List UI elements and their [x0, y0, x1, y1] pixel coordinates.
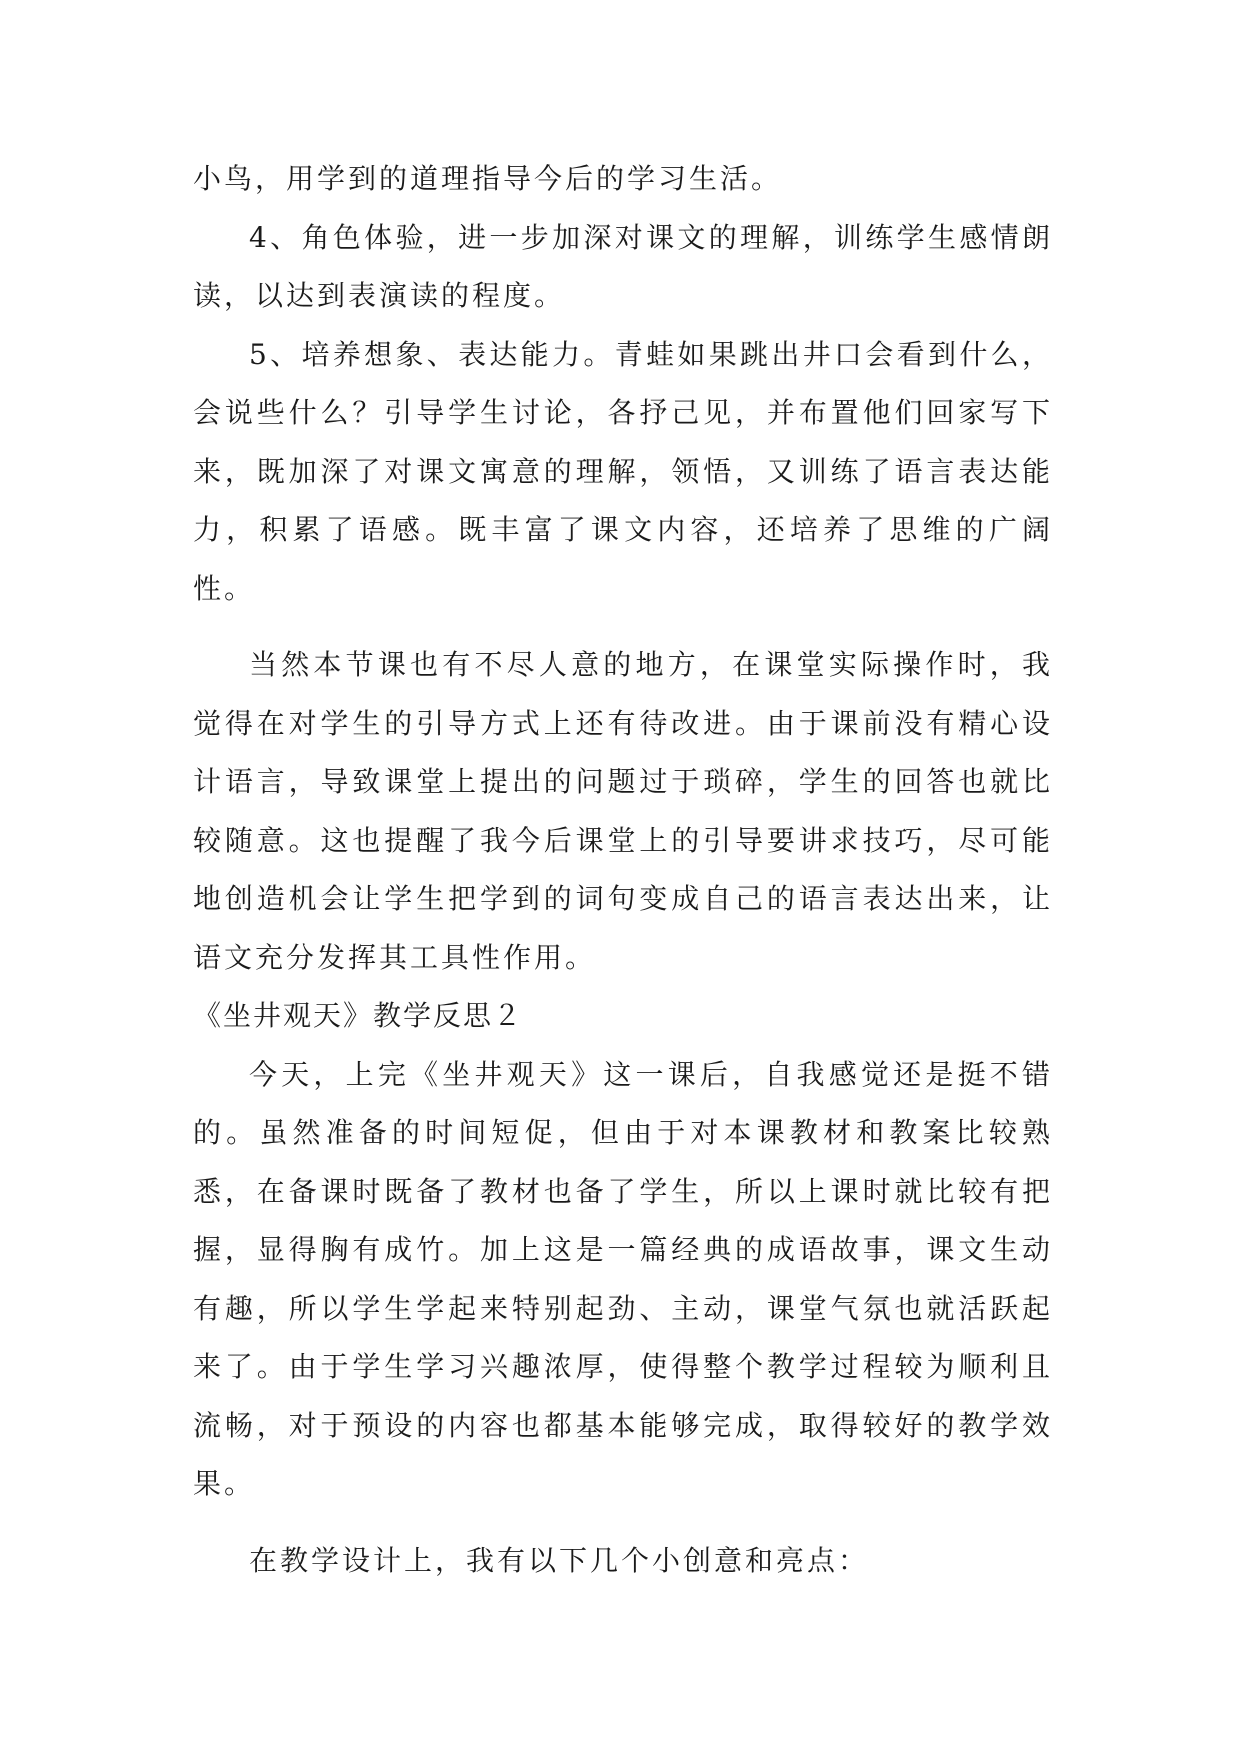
paragraph-design-intro: 在教学设计上，我有以下几个小创意和亮点： [249, 1543, 870, 1577]
section-heading: 《坐井观天》教学反思２ [193, 999, 524, 1032]
paragraph-shortcomings: 当然本节课也有不尽人意的地方，在课堂实际操作时，我觉得在对学生的引导方式上还有待改进。由于课前没有精心设计语言，导致课堂上提出的问题过于琐碎，学生的回答也就比较随意。这也提醒了我今后课堂上的引导要讲求技巧，尽可能地创造机会让学生把学到的词句变成自己的语言表达出来，让语文充分发挥其工具性作用。 [193, 648, 1053, 974]
document-body [193, 150, 1053, 1590]
paragraph-reflection: 今天，上完《坐井观天》这一课后，自我感觉还是挺不错的。虽然准备的时间短促，但由于对本课教材和教案比较熟悉，在备课时既备了教材也备了学生，所以上课时就比较有把握，显得胸有成竹。加上这是一篇经典的成语故事，课文生动有趣，所以学生学起来特别起劲、主动，课堂气氛也就活跃起来了。由于学生学习兴趣浓厚，使得整个教学过程较为顺利且流畅，对于预设的内容也都基本能够完成，取得较好的教学效果。 [193, 1057, 1053, 1500]
paragraph-item-4: 4、角色体验，进一步加深对课文的理解，训练学生感情朗读，以达到表演读的程度。 [193, 220, 1053, 312]
paragraph-continuation: 小鸟，用学到的道理指导今后的学习生活。 [193, 162, 783, 195]
paragraph-item-5: 5、培养想象、表达能力。青蛙如果跳出井口会看到什么，会说些什么？引导学生讨论，各抒己见，并布置他们回家写下来，既加深了对课文寓意的理解，领悟，又训练了语言表达能力，积累了语感。既丰富了课文内容，还培养了思维的广阔性。 [193, 337, 1053, 605]
